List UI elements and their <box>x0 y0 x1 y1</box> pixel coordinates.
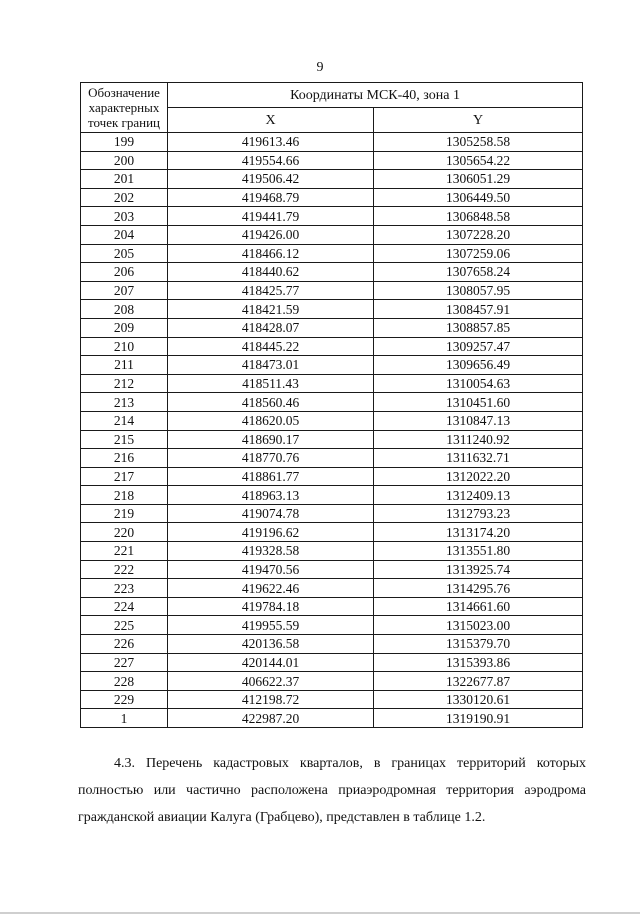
table-row <box>81 263 583 282</box>
point-id-cell: 213 <box>81 393 168 412</box>
point-id-cell: 207 <box>81 281 168 300</box>
table-row <box>81 690 583 709</box>
point-id-cell: 209 <box>81 318 168 337</box>
y-coordinate-cell: 1307259.06 <box>374 244 583 263</box>
table-body <box>81 133 583 728</box>
point-id-cell: 222 <box>81 560 168 579</box>
point-id-cell: 226 <box>81 635 168 654</box>
table-row <box>81 430 583 449</box>
x-coordinate-cell: 418690.17 <box>168 430 374 449</box>
x-coordinate-cell: 418963.13 <box>168 486 374 505</box>
point-id-cell: 215 <box>81 430 168 449</box>
y-coordinate-cell: 1314661.60 <box>374 597 583 616</box>
table-row <box>81 207 583 226</box>
x-coordinate-cell: 419613.46 <box>168 133 374 152</box>
y-coordinate-cell: 1310847.13 <box>374 411 583 430</box>
y-coordinate-cell: 1311240.92 <box>374 430 583 449</box>
y-coordinate-cell: 1330120.61 <box>374 690 583 709</box>
point-id-cell: 229 <box>81 690 168 709</box>
table-row <box>81 486 583 505</box>
x-coordinate-cell: 419468.79 <box>168 188 374 207</box>
point-id-cell: 201 <box>81 170 168 189</box>
x-coordinate-cell: 419955.59 <box>168 616 374 635</box>
point-id-cell: 225 <box>81 616 168 635</box>
y-coordinate-cell: 1314295.76 <box>374 579 583 598</box>
point-id-cell: 224 <box>81 597 168 616</box>
header-coordinates-group: Координаты МСК-40, зона 1 <box>168 83 583 108</box>
y-coordinate-cell: 1307228.20 <box>374 225 583 244</box>
x-coordinate-cell: 419554.66 <box>168 151 374 170</box>
x-coordinate-cell: 419441.79 <box>168 207 374 226</box>
y-coordinate-cell: 1308457.91 <box>374 300 583 319</box>
table-row <box>81 616 583 635</box>
x-coordinate-cell: 420144.01 <box>168 653 374 672</box>
table-row <box>81 281 583 300</box>
table-row <box>81 653 583 672</box>
x-coordinate-cell: 418421.59 <box>168 300 374 319</box>
x-coordinate-cell: 418428.07 <box>168 318 374 337</box>
table-row <box>81 151 583 170</box>
x-coordinate-cell: 418620.05 <box>168 411 374 430</box>
table-row <box>81 318 583 337</box>
x-coordinate-cell: 418770.76 <box>168 449 374 468</box>
x-coordinate-cell: 419426.00 <box>168 225 374 244</box>
y-coordinate-cell: 1305258.58 <box>374 133 583 152</box>
y-coordinate-cell: 1309257.47 <box>374 337 583 356</box>
x-coordinate-cell: 406622.37 <box>168 672 374 691</box>
point-id-cell: 220 <box>81 523 168 542</box>
y-coordinate-cell: 1315023.00 <box>374 616 583 635</box>
x-coordinate-cell: 420136.58 <box>168 635 374 654</box>
point-id-cell: 217 <box>81 467 168 486</box>
x-coordinate-cell: 418425.77 <box>168 281 374 300</box>
point-id-cell: 200 <box>81 151 168 170</box>
y-coordinate-cell: 1306051.29 <box>374 170 583 189</box>
header-y: Y <box>374 108 583 133</box>
point-id-cell: 221 <box>81 542 168 561</box>
point-id-cell: 218 <box>81 486 168 505</box>
table-row <box>81 300 583 319</box>
table-row <box>81 560 583 579</box>
y-coordinate-cell: 1312022.20 <box>374 467 583 486</box>
table-row <box>81 337 583 356</box>
x-coordinate-cell: 419506.42 <box>168 170 374 189</box>
table-row <box>81 374 583 393</box>
y-coordinate-cell: 1313925.74 <box>374 560 583 579</box>
x-coordinate-cell: 418560.46 <box>168 393 374 412</box>
point-id-cell: 214 <box>81 411 168 430</box>
table-row <box>81 579 583 598</box>
table-row <box>81 411 583 430</box>
table-row <box>81 504 583 523</box>
table-row <box>81 133 583 152</box>
table-row <box>81 188 583 207</box>
y-coordinate-cell: 1319190.91 <box>374 709 583 728</box>
point-id-cell: 205 <box>81 244 168 263</box>
header-point-id: Обозначение характерных точек границ <box>81 83 168 133</box>
point-id-cell: 216 <box>81 449 168 468</box>
page-number: 9 <box>316 60 324 75</box>
table-row <box>81 523 583 542</box>
x-coordinate-cell: 419622.46 <box>168 579 374 598</box>
point-id-cell: 208 <box>81 300 168 319</box>
x-coordinate-cell: 418445.22 <box>168 337 374 356</box>
table-row <box>81 709 583 728</box>
table-row <box>81 393 583 412</box>
y-coordinate-cell: 1306848.58 <box>374 207 583 226</box>
table-row <box>81 170 583 189</box>
x-coordinate-cell: 422987.20 <box>168 709 374 728</box>
x-coordinate-cell: 418511.43 <box>168 374 374 393</box>
y-coordinate-cell: 1310451.60 <box>374 393 583 412</box>
x-coordinate-cell: 418861.77 <box>168 467 374 486</box>
y-coordinate-cell: 1309656.49 <box>374 356 583 375</box>
x-coordinate-cell: 419328.58 <box>168 542 374 561</box>
table-row <box>81 244 583 263</box>
y-coordinate-cell: 1310054.63 <box>374 374 583 393</box>
table-row <box>81 672 583 691</box>
x-coordinate-cell: 418440.62 <box>168 263 374 282</box>
paragraph-cadastral-quarters: 4.3. Перечень кадастровых кварталов, в границах территорий которых полностью или частично расположена приаэродромная территория аэродрома гражданской авиации Калуга (Грабцево), представлен в таблице 1.2. <box>78 756 586 825</box>
point-id-cell: 199 <box>81 133 168 152</box>
table-row <box>81 449 583 468</box>
table-row <box>81 467 583 486</box>
point-id-cell: 203 <box>81 207 168 226</box>
y-coordinate-cell: 1305654.22 <box>374 151 583 170</box>
y-coordinate-cell: 1313174.20 <box>374 523 583 542</box>
point-id-cell: 211 <box>81 356 168 375</box>
point-id-cell: 202 <box>81 188 168 207</box>
y-coordinate-cell: 1315393.86 <box>374 653 583 672</box>
y-coordinate-cell: 1322677.87 <box>374 672 583 691</box>
table-row <box>81 356 583 375</box>
point-id-cell: 219 <box>81 504 168 523</box>
table-row <box>81 542 583 561</box>
point-id-cell: 1 <box>81 709 168 728</box>
y-coordinate-cell: 1311632.71 <box>374 449 583 468</box>
point-id-cell: 228 <box>81 672 168 691</box>
y-coordinate-cell: 1308057.95 <box>374 281 583 300</box>
point-id-cell: 223 <box>81 579 168 598</box>
x-coordinate-cell: 419074.78 <box>168 504 374 523</box>
point-id-cell: 206 <box>81 263 168 282</box>
y-coordinate-cell: 1308857.85 <box>374 318 583 337</box>
x-coordinate-cell: 418466.12 <box>168 244 374 263</box>
table-row <box>81 635 583 654</box>
x-coordinate-cell: 418473.01 <box>168 356 374 375</box>
header-x: X <box>168 108 374 133</box>
y-coordinate-cell: 1312793.23 <box>374 504 583 523</box>
table-row <box>81 597 583 616</box>
y-coordinate-cell: 1313551.80 <box>374 542 583 561</box>
x-coordinate-cell: 419784.18 <box>168 597 374 616</box>
table-row <box>81 225 583 244</box>
x-coordinate-cell: 419196.62 <box>168 523 374 542</box>
point-id-cell: 210 <box>81 337 168 356</box>
point-id-cell: 212 <box>81 374 168 393</box>
y-coordinate-cell: 1306449.50 <box>374 188 583 207</box>
x-coordinate-cell: 412198.72 <box>168 690 374 709</box>
y-coordinate-cell: 1312409.13 <box>374 486 583 505</box>
coordinates-table <box>80 82 583 728</box>
point-id-cell: 204 <box>81 225 168 244</box>
y-coordinate-cell: 1307658.24 <box>374 263 583 282</box>
point-id-cell: 227 <box>81 653 168 672</box>
y-coordinate-cell: 1315379.70 <box>374 635 583 654</box>
x-coordinate-cell: 419470.56 <box>168 560 374 579</box>
